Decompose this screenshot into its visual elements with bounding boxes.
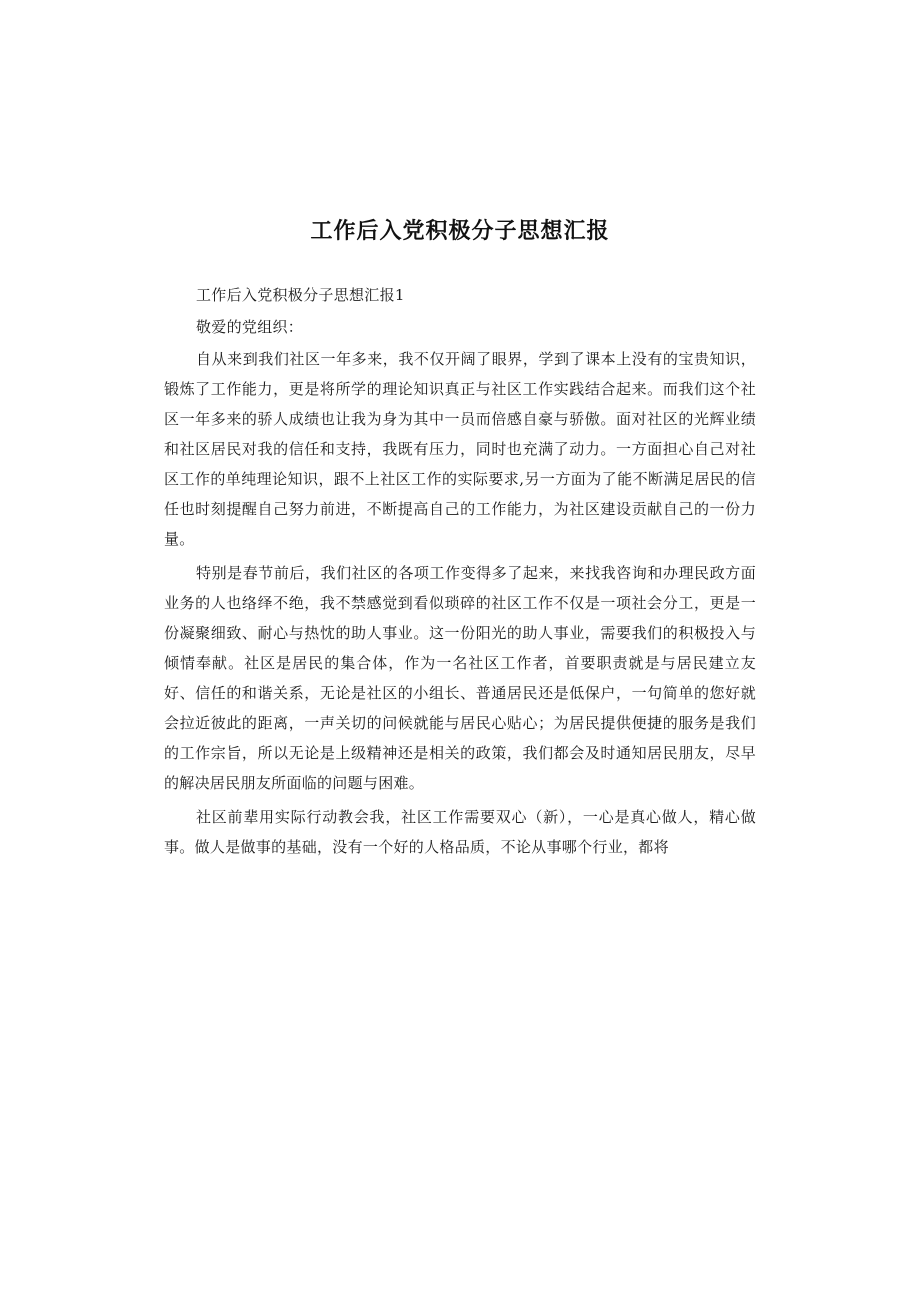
paragraph-3: 社区前辈用实际行动教会我，社区工作需要双心（新），一心是真心做人，精心做事。做人是做事的基础，没有一个好的人格品质，不论从事哪个行业，都将 bbox=[164, 808, 756, 856]
paragraph-2: 特别是春节前后，我们社区的各项工作变得多了起来，来找我咨询和办理民政方面业务的人也络绎不绝，我不禁感觉到看似琐碎的社区工作不仅是一项社会分工，更是一份凝聚细致、耐心与热忱的助人事业。这一份阳光的助人事业，需要我们的积极投入与倾情奉献。社区是居民的集合体，作为一名社区工作者，首要职责就是与居民建立友好、信任的和谐关系，无论是社区的小组长、普通居民还是低保户，一句简单的您好就会拉近彼此的距离，一声关切的问候就能与居民心贴心；为居民提供便捷的服务是我们的工作宗旨，所以无论是上级精神还是相关的政策，我们都会及时通知居民朋友，尽早的解决居民朋友所面临的问题与困难。 bbox=[164, 564, 756, 792]
salutation: 敬爱的党组织： bbox=[196, 318, 304, 336]
document-subtitle: 工作后入党积极分子思想汇报1 bbox=[196, 286, 405, 304]
document-body bbox=[164, 280, 756, 866]
paragraph-1: 自从来到我们社区一年多来，我不仅开阔了眼界，学到了课本上没有的宝贵知识，锻炼了工作能力，更是将所学的理论知识真正与社区工作实践结合起来。而我们这个社区一年多来的骄人成绩也让我为身为其中一员而倍感自豪与骄傲。面对社区的光辉业绩和社区居民对我的信任和支持，我既有压力，同时也充满了动力。一方面担心自己对社区工作的单纯理论知识，跟不上社区工作的实际要求,另一方面为了能不断满足居民的信任也时刻提醒自己努力前进，不断提高自己的工作能力，为社区建设贡献自己的一份力量。 bbox=[164, 350, 756, 548]
document-title: 工作后入党积极分子思想汇报 bbox=[310, 219, 610, 244]
